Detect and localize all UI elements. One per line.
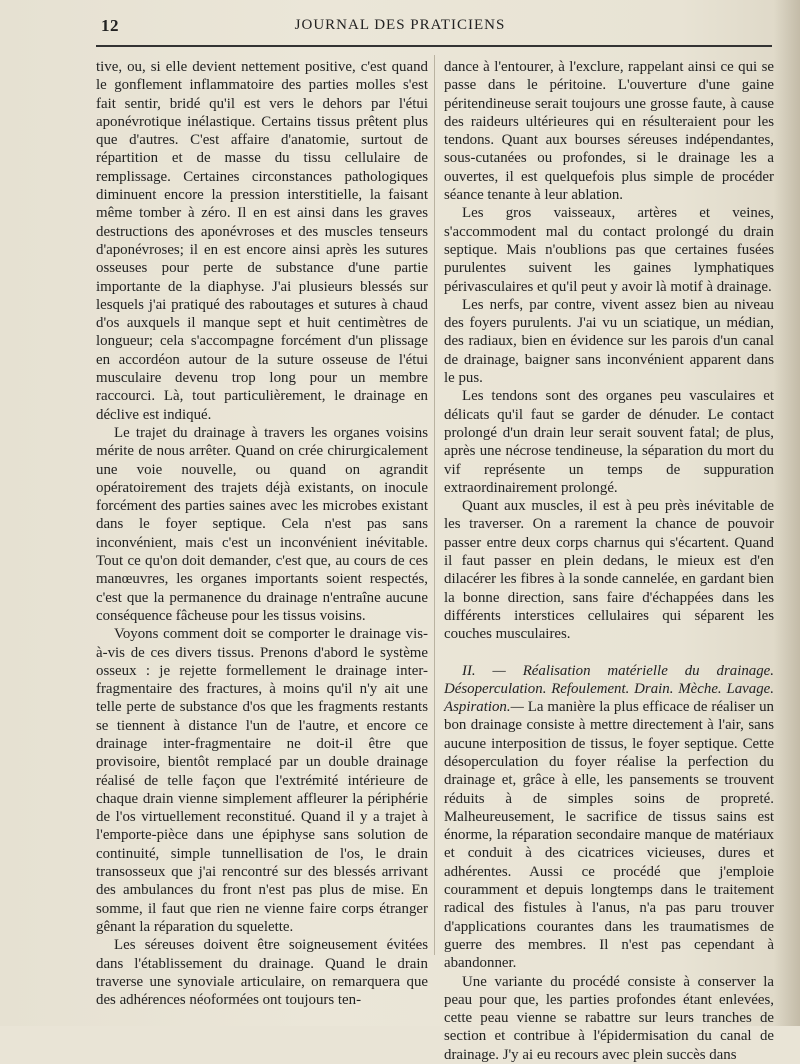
- paragraph: tive, ou, si elle devient nettement positive, c'est quand le gonflement inflammatoire des parties molles s'est fait sentir, bridé qu'il est vers le dehors par l'étui aponévrotique inélastique. Certains tissus prêtent plus que d'autres. C'est affaire d'anatomie, surtout de répartition et de masse du tissu cellulaire de remplissage. Certaines circonstances pathologiques diminuent encore la pression interstitielle, la faisant même tomber à zéro. Il en est ainsi dans les graves destructions des aponévroses et des muscles tenseurs d'aponévroses; il en est encore ainsi après les sutures osseuses pour perte de substance d'une partie importante de la diaphyse. J'ai plusieurs blessés sur lesquels j'ai pratiqué des raboutages et sutures à chaud d'os auxquels il manque sept et huit centimètres de longueur; cela s'accompagne forcément d'un plissage en accordéon autour de la suture osseuse de l'étui musculaire devenu trop long pour un membre raccourci. Là, tout particulièrement, le drainage en déclive est indiqué.: [96, 59, 428, 423]
- paragraph: Les nerfs, par contre, vivent assez bien au niveau des foyers purulents. J'ai vu un sciatique, un médian, des radiaux, bien en évidence sur les parois d'un canal de drainage, baigner sans inconvénient apparent dans le pus.: [444, 296, 774, 387]
- page-number: 12: [101, 16, 119, 35]
- left-column: [96, 58, 428, 1009]
- column-divider: [434, 55, 435, 955]
- page-header: [0, 0, 800, 44]
- paragraph: Les séreuses doivent être soigneusement évitées dans l'établissement du drainage. Quand le drain traverse une synoviale articulaire, on remarquera que des adhérences néoformées ont toujours ten-: [96, 937, 428, 1009]
- paragraph: Une variante du procédé consiste à conserver la peau pour que, les parties profondes étant enlevées, cette peau vienne se rabattre sur leurs tranches de section et contribue à l'épidermisation du canal de drainage. J'y ai eu recours avec plein succès dans: [444, 973, 774, 1063]
- paragraph: Les gros vaisseaux, artères et veines, s'accommodent mal du contact prolongé du drain septique. Mais n'oublions pas que certaines fusées purulentes suivent les gaines lymphatiques périvasculaires et qu'il peut y avoir là motif à drainage.: [444, 205, 774, 295]
- page-edge-shadow: [774, 0, 800, 1026]
- section-heading: II. — Réalisation matérielle du drainage. Désoperculation. Refoulement. Drain. Mèche. Lavage. Aspiration.—: [444, 662, 774, 716]
- paragraph: Les tendons sont des organes peu vasculaires et délicats qu'il faut se garder de dénuder. Le contact prolongé d'un drain leur serait souvent fatal; de plus, après une nécrose tendineuse, la séparation du mort du vif représente un temps de suppuration extraordinairement prolongé.: [444, 388, 774, 496]
- paragraph: Quant aux muscles, il est à peu près inévitable de les traverser. On a rarement la chance de pouvoir passer entre deux corps charnus qui s'écartent. Quand il faut passer en plein dedans, le mieux est d'en dilacérer les fibres à la sonde cannelée, en gardant bien la bonne direction, sans faire d'échappées dans les différents interstices cellulaires qui séparent les couches musculaires.: [444, 498, 774, 643]
- section-text: La manière la plus efficace de réaliser un bon drainage consiste à mettre directement à l'air, sans aucune interposition de tissus, le foyer septique. Cette désoperculation du foyer réalise la perfection du drainage et, grâce à elle, les pansements se trouvent réduits à de simples soins de propreté. Malheureusement, le sacrifice de tissus sains est énorme, la réparation secondaire manque de matériaux et conduit à des cicatrices vicieuses, dures et adhérentes. Aussi ce procédé que j'emploie couramment et depuis longtemps dans le traitement radical des fistules à l'anus, n'a pas paru trouver d'applications courantes dans les traumatismes de guerre des membres. Il n'est pas cependant à abandonner.: [444, 699, 774, 972]
- journal-title: JOURNAL DES PRATICIENS: [294, 17, 506, 33]
- paragraph: Voyons comment doit se comporter le drainage vis-à-vis de ces divers tissus. Prenons d'abord le système osseux : je rejette formellement le drainage inter-fragmentaire des fractures, à moins qu'il n'y ait une telle perte de substance d'os que les fragments restants se tiennent à distance l'un de l'autre, et encore ce drainage inter-fragmentaire ne doit-il être que provisoire, bientôt remplacé par un double drainage réalisé de telle façon que l'extrémité intérieure de chaque drain vienne simplement affleurer la périphérie de l'os virtuellement reconstitué. Quand il y a trajet à l'emporte-pièce dans une épiphyse sans solution de continuité, simple tunnellisation de l'os, le drain transosseux que j'ai rencontré sur des blessés arrivant des ambulances du front n'est pas plus de mise. En somme, il faut que rien ne vienne faire corps étranger gênant la réparation du squelette.: [96, 626, 428, 935]
- header-rule: [96, 45, 772, 47]
- paragraph: dance à l'entourer, à l'exclure, rappelant ainsi ce qui se passe dans le péritoine. L'ouverture d'une gaine péritendineuse serait toujours une grosse faute, à cause des raideurs ultérieures qui en résulteraient pour les tendons. Quant aux bourses séreuses indépendantes, sous-cutanées ou profondes, si le drainage les a ouvertes, il est quelquefois plus simple de procéder séance tenante à leur ablation.: [444, 59, 774, 204]
- right-column: [444, 58, 774, 1064]
- paragraph: Le trajet du drainage à travers les organes voisins mérite de nous arrêter. Quand on crée chirurgicalement une voie nouvelle, ou quand on agrandit opératoirement des trajets déjà existants, on inocule forcément des parties saines avec les microbes existant dans le foyer septique. Cela n'est pas sans inconvénient, mais c'est un inconvénient inévitable. Tout ce qu'on doit demander, c'est que, au cours de ces manœuvres, les organes importants soient respectés, c'est que la permanence du drainage n'entraîne aucune conséquence fâcheuse pour les tissus voisins.: [96, 424, 428, 624]
- section-paragraph: [444, 662, 774, 973]
